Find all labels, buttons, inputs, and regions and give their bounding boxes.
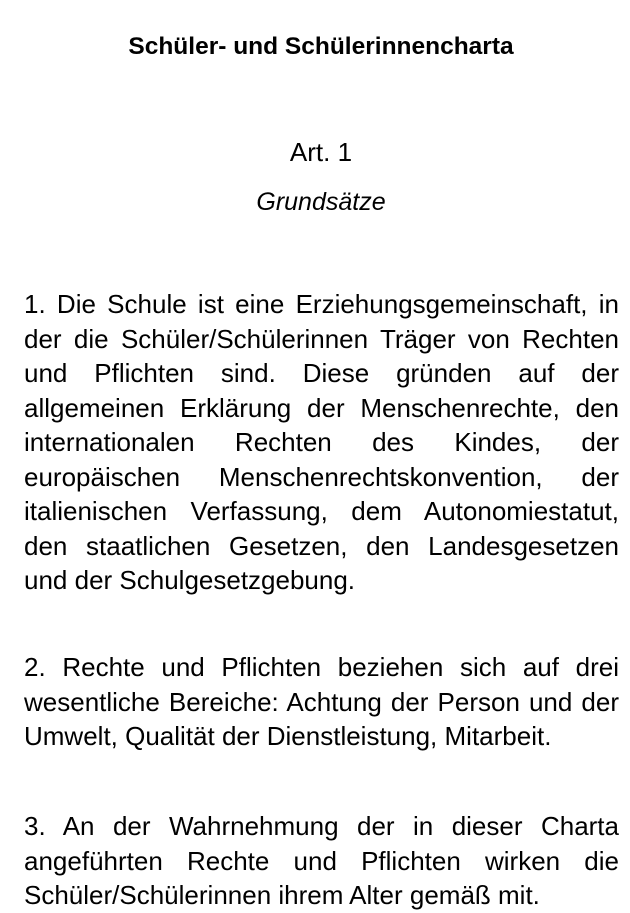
paragraph-1: 1. Die Schule ist eine Erziehungsgemeinschaft, in der die Schüler/Schülerinnen Träger von Rechten und Pflichten sind. Diese gründen auf der allgemeinen Erklärung der Menschenrechte, den internationalen Rechten des Kindes, der europäischen Menschenrechtskonvention, der italienischen Verfassung, dem Autonomiestatut, den staatlichen Gesetzen, den Landesgesetzen und der Schulgesetzgebung. [24,289,619,595]
article-number: Art. 1 [289,137,353,167]
paragraph-3: 3. An der Wahrnehmung der in dieser Charta angeführten Rechte und Pflichten wirken die Schüler/Schülerinnen ihrem Alter gemäß mit. [24,811,619,910]
article-heading: Grundsätze [256,188,386,216]
document-title: Schüler- und Schülerinnencharta [128,33,514,60]
paragraph-2: 2. Rechte und Pflichten beziehen sich auf drei wesentliche Bereiche: Achtung der Person und der Umwelt, Qualität der Dienstleistung, Mitarbeit. [24,652,619,751]
